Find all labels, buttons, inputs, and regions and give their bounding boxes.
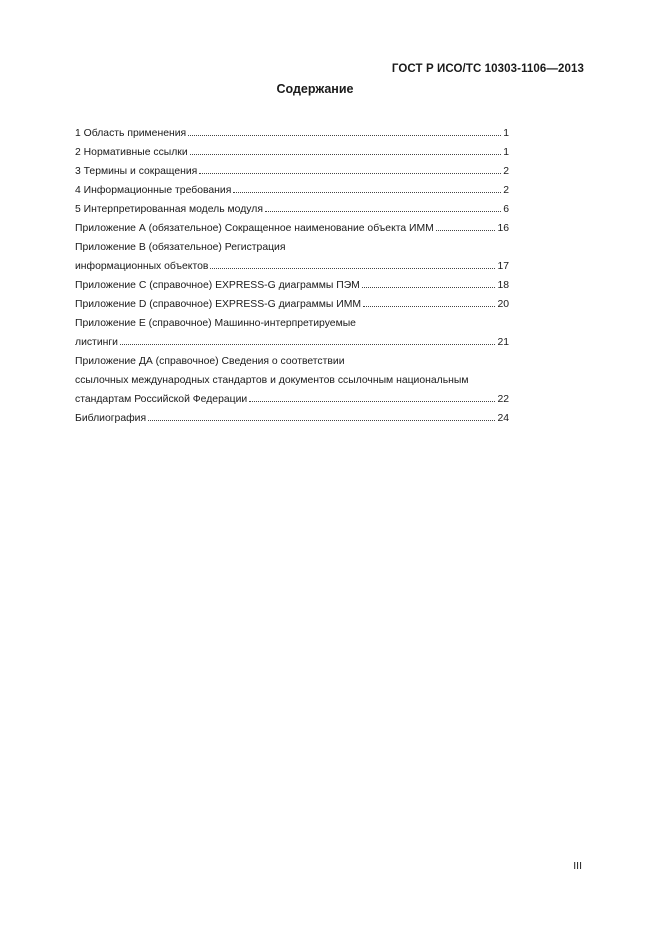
toc-entry-page: 6 — [503, 204, 509, 215]
toc-entry-annex-d[interactable] — [75, 291, 509, 310]
toc-entry-annex-c[interactable] — [75, 272, 509, 291]
toc-entry-page: 24 — [497, 413, 509, 424]
toc-leader-dots — [199, 173, 501, 174]
toc-entry-text: ссылочных международных стандартов и документов ссылочным национальным — [75, 375, 469, 386]
toc-entry-page: 2 — [503, 166, 509, 177]
toc-entry-annex-b-line1[interactable] — [75, 234, 509, 253]
toc-entry-annex-b-line2[interactable] — [75, 253, 509, 272]
toc-entry-text: информационных объектов — [75, 261, 209, 272]
toc-leader-dots — [249, 401, 495, 402]
toc-entry-page: 21 — [497, 337, 509, 348]
toc-entry-information-requirements[interactable] — [75, 177, 509, 196]
toc-leader-dots — [233, 192, 501, 193]
toc-leader-dots — [436, 230, 496, 231]
toc-entry-text: стандартам Российской Федерации — [75, 394, 248, 405]
toc-entry-scope[interactable] — [75, 120, 509, 139]
toc-entry-annex-da-line3[interactable] — [75, 386, 509, 405]
toc-entry-normative-references[interactable] — [75, 139, 509, 158]
toc-entry-bibliography[interactable] — [75, 405, 509, 424]
toc-entry-text: 2 Нормативные ссылки — [75, 147, 188, 158]
table-of-contents — [75, 120, 509, 424]
toc-entry-annex-e-line2[interactable] — [75, 329, 509, 348]
toc-entry-page: 1 — [503, 128, 509, 139]
toc-entry-terms[interactable] — [75, 158, 509, 177]
toc-entry-text: листинги — [75, 337, 118, 348]
document-code: ГОСТ Р ИСО/ТС 10303-1106—2013 — [391, 63, 584, 75]
toc-entry-page: 17 — [497, 261, 509, 272]
toc-entry-text: Приложение D (справочное) EXPRESS-G диаграммы ИММ — [75, 299, 362, 310]
toc-entry-annex-da-line1[interactable] — [75, 348, 509, 367]
toc-leader-dots — [188, 135, 501, 136]
toc-entry-text: 1 Область применения — [75, 128, 187, 139]
toc-leader-dots — [362, 287, 496, 288]
toc-leader-dots — [363, 306, 495, 307]
toc-leader-dots — [265, 211, 501, 212]
toc-entry-annex-a[interactable] — [75, 215, 509, 234]
toc-entry-page: 2 — [503, 185, 509, 196]
toc-entry-annex-e-line1[interactable] — [75, 310, 509, 329]
toc-entry-text: Приложение А (обязательное) Сокращенное наименование объекта ИММ — [75, 223, 434, 234]
toc-entry-annex-da-line2[interactable] — [75, 367, 509, 386]
toc-title: Содержание — [276, 82, 354, 96]
page-number: III — [573, 860, 582, 872]
toc-entry-text: Приложение В (обязательное) Регистрация — [75, 242, 286, 253]
toc-entry-page: 16 — [497, 223, 509, 234]
toc-entry-page: 22 — [497, 394, 509, 405]
toc-entry-module-model[interactable] — [75, 196, 509, 215]
toc-entry-text: 4 Информационные требования — [75, 185, 232, 196]
toc-leader-dots — [210, 268, 495, 269]
toc-entry-page: 18 — [497, 280, 509, 291]
toc-entry-text: 5 Интерпретированная модель модуля — [75, 204, 263, 215]
toc-leader-dots — [148, 420, 495, 421]
toc-entry-text: 3 Термины и сокращения — [75, 166, 198, 177]
toc-entry-text: Приложение ДА (справочное) Сведения о соответствии — [75, 356, 345, 367]
toc-entry-text: Приложение С (справочное) EXPRESS-G диаграммы ПЭМ — [75, 280, 360, 291]
toc-entry-text: Библиография — [75, 413, 147, 424]
toc-entry-text: Приложение Е (справочное) Машинно-интерпретируемые — [75, 318, 356, 329]
toc-entry-page: 1 — [503, 147, 509, 158]
toc-leader-dots — [120, 344, 495, 345]
toc-leader-dots — [190, 154, 502, 155]
toc-entry-page: 20 — [497, 299, 509, 310]
